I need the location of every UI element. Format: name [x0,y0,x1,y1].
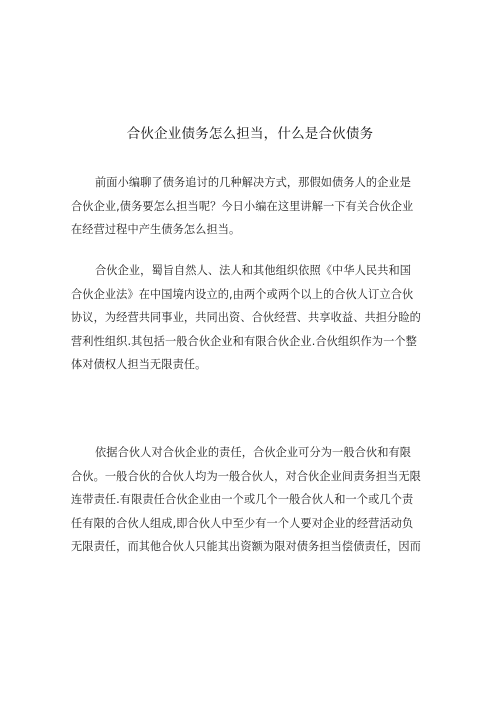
paragraph-line: 无限责任，而其他合伙人只能其出资额为限对债务担当偿债责任，因而 [71,540,421,553]
paragraph-line: 营利性组织.其包括一般合伙企业和有限合伙企业.合伙组织作为一个整 [71,334,417,348]
document-title: 合伙企业债务怎么担当，什么是合伙债务 [126,126,374,142]
paragraph-line: 连带责任.有限责任合伙企业由一个或几个一般合伙人和一个或几个责 [71,493,414,506]
paragraph-line: 合伙企业,债务要怎么担当呢？今日小编在这里讲解一下有关合伙企业 [71,199,414,213]
paragraph-1 [71,171,433,242]
paragraph-3 [71,441,433,559]
paragraph-line: 前面小编聊了债务追讨的几种解决方式，那假如债务人的企业是 [95,176,412,189]
paragraph-2 [71,259,433,377]
paragraph-line: 合伙企业，蜀旨自然人、法人和其他组织依照《中华人民共和国 [95,264,412,277]
paragraph-line: 合伙。一般合伙的合伙人均为一般合伙人，对合伙企业间责务担当无限 [71,469,421,483]
paragraph-line: 合伙企业法》在中国境内设立的,由两个或两个以上的合伙人订立合伙 [71,287,414,301]
paragraph-line: 依据合伙人对合伙企业的责任，合伙企业可分为一般合伙和有限 [95,446,412,459]
paragraph-line: 协议，为经营共同事业，共同出资、合伙经营、共享收益、共担分睑的 [71,311,421,324]
paragraph-line: 任有限的合伙人组成,即合伙人中至少有一个人要对企业的经营活动负 [71,516,414,530]
paragraph-line: 在经营过程中产生债务怎么担当。 [71,223,241,236]
paragraph-line: 体对债权人担当无限责任。 [71,358,207,371]
